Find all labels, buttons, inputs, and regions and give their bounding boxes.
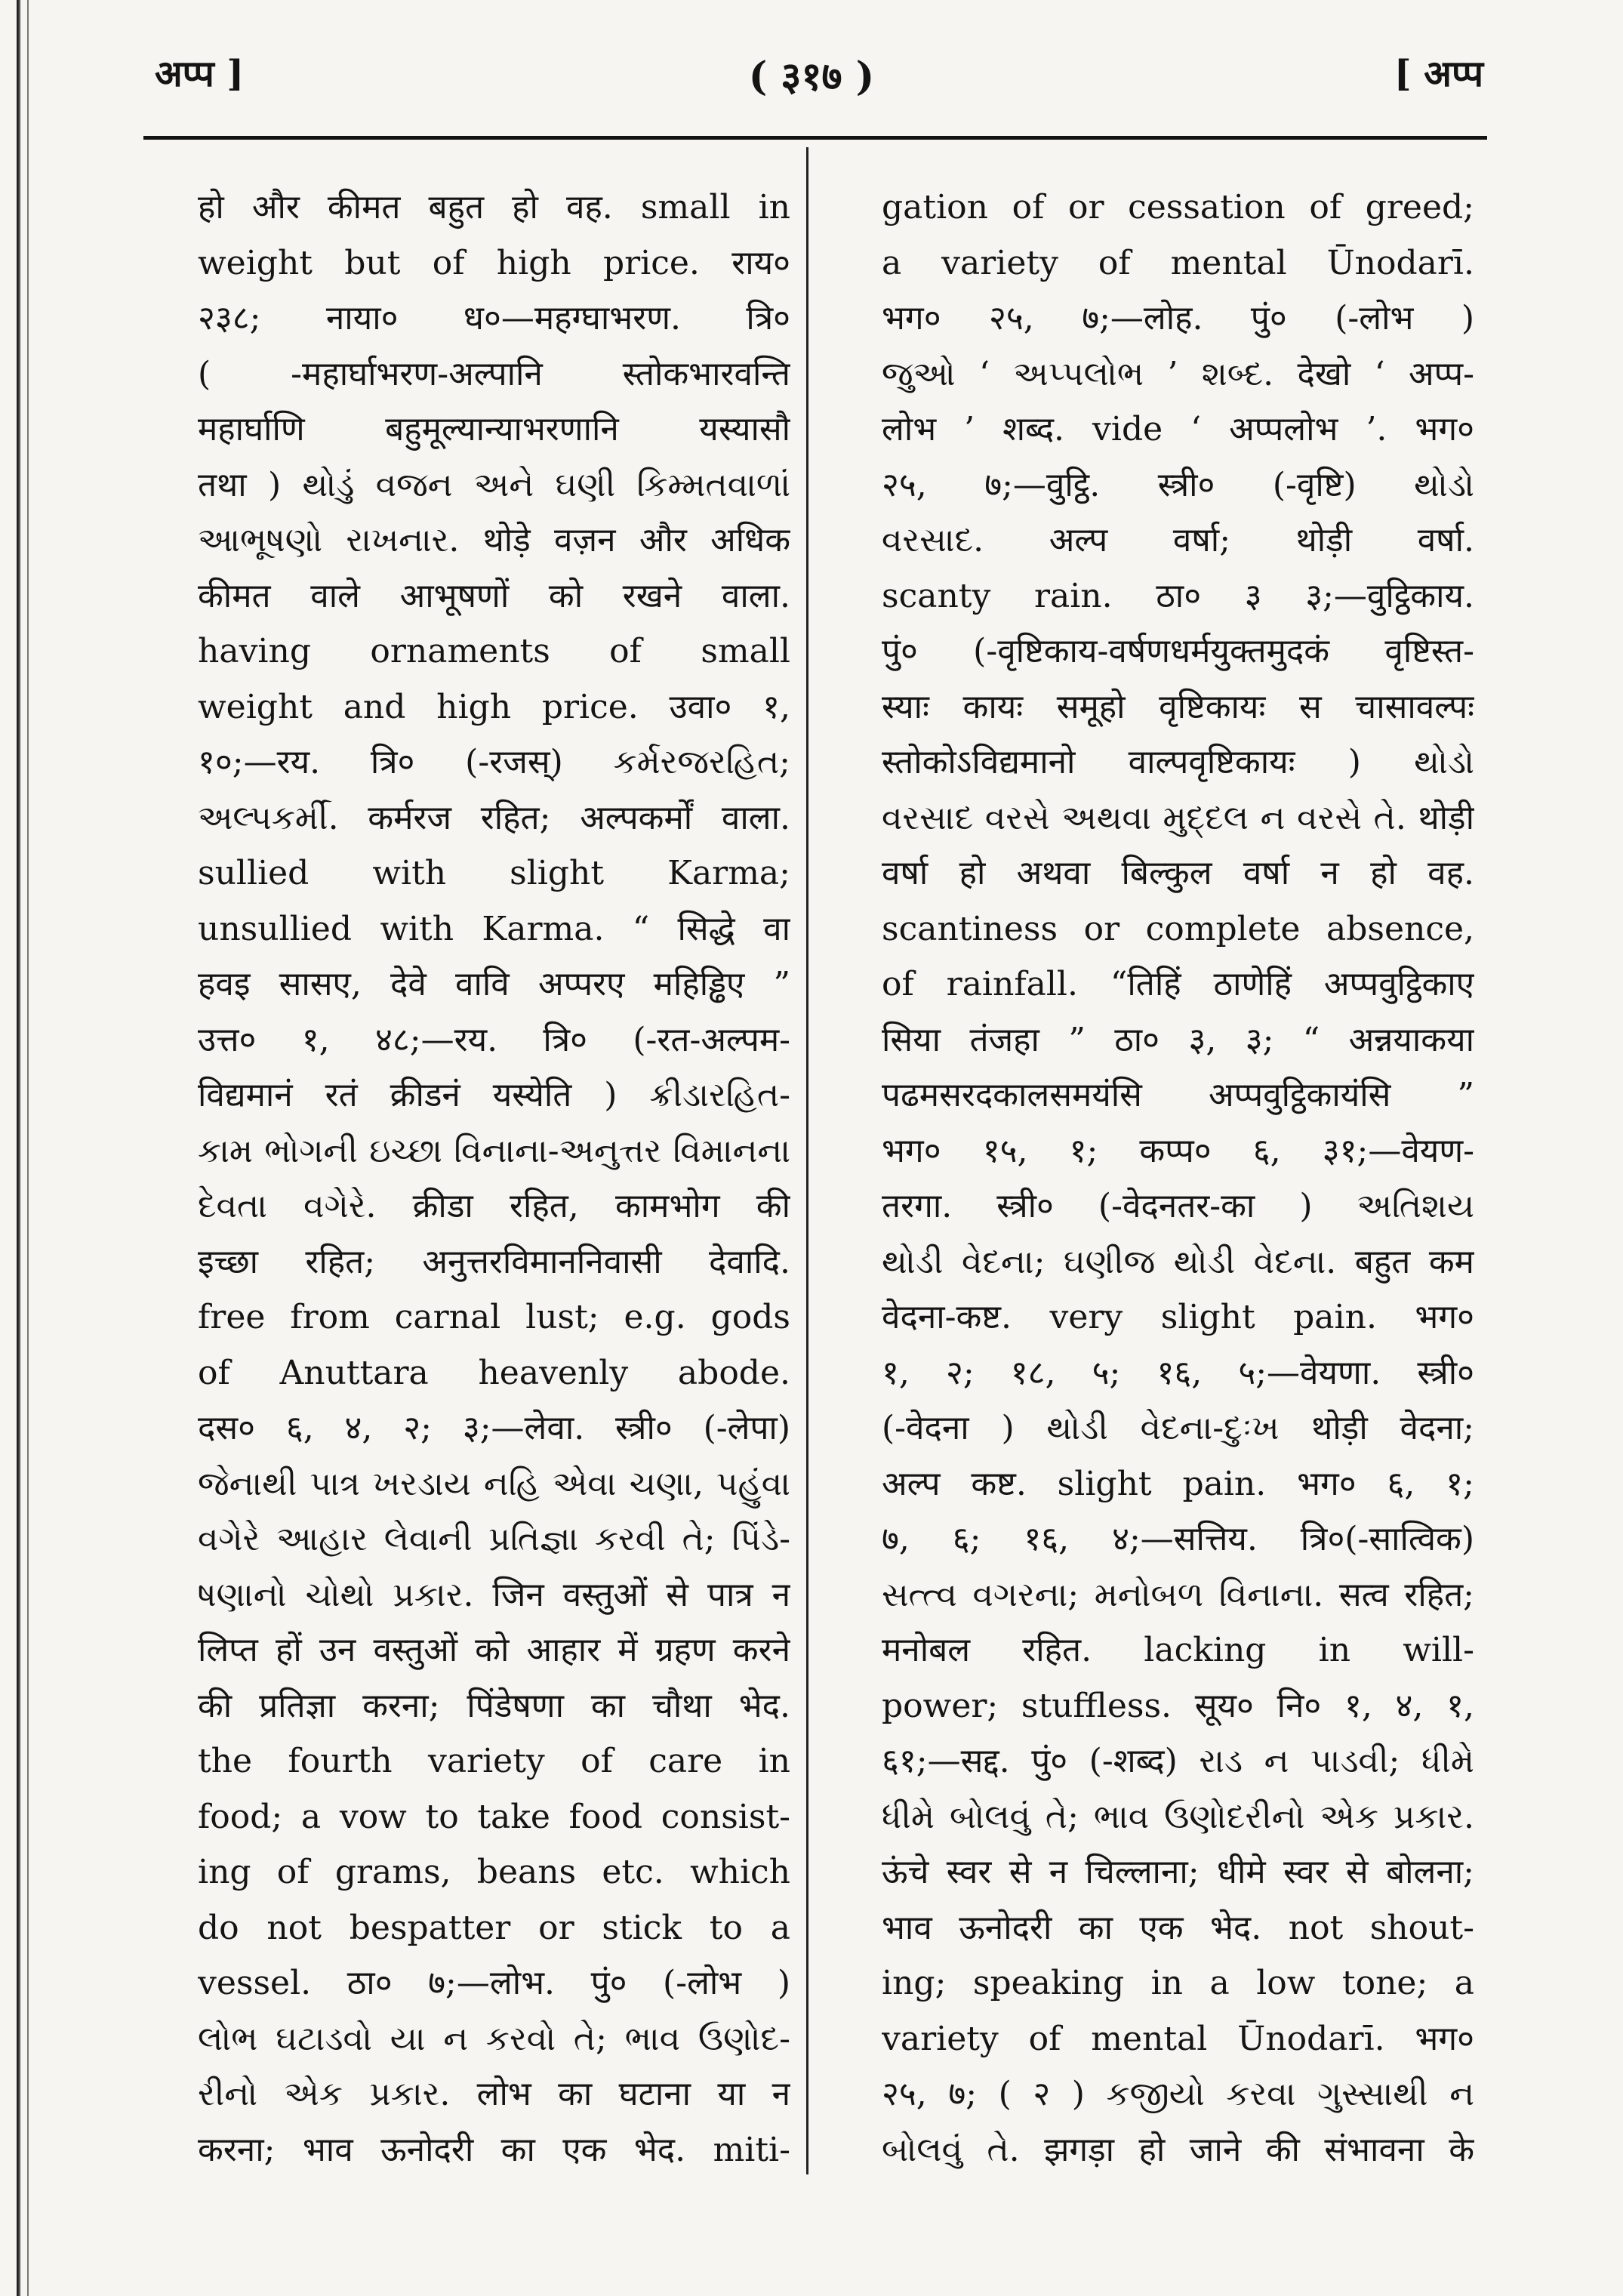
- text-line: vessel. ठा० ७;—लोभ. पुं० (-लोभ ): [198, 1964, 790, 2002]
- text-line: पढमसरदकालसमयंसि अप्पवुट्ठिकायंसि ”: [882, 1076, 1474, 1114]
- text-line: ( -महार्घाभरण-अल्पानि स्तोकभारवन्ति: [198, 354, 790, 393]
- text-line: free from carnal lust; e.g. gods: [198, 1298, 790, 1336]
- text-line: २५, ७; ( २ ) કજીયો કરવા ગુસ્સાથી ન: [882, 2075, 1474, 2113]
- text-line: કામ ભોગની ઇચ્છા વિનાના-અનુત્તર વિમાનના: [198, 1131, 790, 1170]
- text-line: વગેરે આહાર લેવાની પ્રતિજ્ઞા કરવી તે; પિંડે-: [198, 1520, 790, 1558]
- left-column: [198, 180, 790, 2177]
- text-line: power; stuffless. सूय० नि० १, ४, १,: [882, 1686, 1474, 1725]
- text-line: कीमत वाले आभूषणों को रखने वाला.: [198, 576, 790, 615]
- page-number: ( ३१७ ): [748, 54, 875, 100]
- column-divider: [806, 147, 808, 2174]
- text-line: भाव ऊनोदरी का एक भेद. not shout-: [882, 1908, 1474, 1947]
- text-line: हवइ सासए, देवे वावि अप्परए महिड्ढिए ”: [198, 965, 790, 1003]
- text-line: स्तोकोऽविद्यमानो वाल्पवृष्टिकायः ) થોડો: [882, 743, 1474, 781]
- text-line: of rainfall. “तिहिं ठाणेहिं अप्पवुट्ठिकाए: [882, 965, 1474, 1003]
- page-binding-edge: [17, 0, 21, 2296]
- text-line: having ornaments of small: [198, 632, 790, 670]
- text-line: scantiness or complete absence,: [882, 909, 1474, 948]
- text-line: ६१;—सद्द. पुं० (-शब्द) રાડ ન પાડવી; ધીમે: [882, 1742, 1474, 1780]
- text-line: महार्घाणि बहुमूल्यान्याभरणानि यस्यासौ: [198, 410, 790, 448]
- text-line: જેનાથી પાત્ર ખરડાય નહિ એવા ચણા, પહુંવા: [198, 1464, 790, 1503]
- text-line: weight but of high price. राय०: [198, 243, 790, 282]
- text-line: लिप्त हों उन वस्तुओं को आहार में ग्रहण करने: [198, 1631, 790, 1669]
- text-line: २५, ७;—वुट्ठि. स्त्री० (-वृष्टि) થોડો: [882, 465, 1474, 504]
- text-line: જુઓ ‘ અપ્પલોભ ’ શબ્દ. देखो ‘ अप्प-: [882, 354, 1474, 393]
- text-line: इच्छा रहित; अनुत्तरविमाननिवासी देवादि.: [198, 1242, 790, 1281]
- page-header: [0, 39, 1623, 107]
- text-line: सिया तंजहा ” ठा० ३, ३; “ अन्नयाकया: [882, 1020, 1474, 1059]
- text-line: स्याः कायः समूहो वृष्टिकायः स चासावल्पः: [882, 687, 1474, 726]
- text-line: ing; speaking in a low tone; a: [882, 1964, 1474, 2002]
- header-left-keyword: अप्प ]: [155, 53, 245, 95]
- text-line: तरगा. स्त्री० (-वेदनतर-का ) અતિશય: [882, 1187, 1474, 1225]
- text-line: વરસાદ વરસે અથવા મુદ્દલ ન વરસે તે. थोड़ी: [882, 798, 1474, 837]
- text-line: sullied with slight Karma;: [198, 854, 790, 892]
- text-line: लोभ ’ शब्द. vide ‘ अप्पलोभ ’. भग०: [882, 410, 1474, 448]
- text-line: तथा ) થોડું વજન અને ઘણી કિમ્મતવાળાં: [198, 465, 790, 504]
- text-line: variety of mental Ūnodarī. भग०: [882, 2019, 1474, 2058]
- text-line: २३८; नाया० ध०—महग्घाभरण. त्रि०: [198, 299, 790, 337]
- text-line: दस० ६, ४, २; ३;—लेवा. स्त्री० (-लेपा): [198, 1409, 790, 1447]
- text-line: मनोबल रहित. lacking in will-: [882, 1631, 1474, 1669]
- text-line: ing of grams, beans etc. which: [198, 1853, 790, 1891]
- text-line: લોભ ઘટાડવો યા ન કરવો તે; ભાવ ઉણોદ-: [198, 2019, 790, 2058]
- text-line: ષણાનો ચોથો પ્રકાર. जिन वस्तुओं से पात्र न: [198, 1575, 790, 1614]
- text-line: food; a vow to take food consist-: [198, 1797, 790, 1836]
- text-line: (-वेदना ) થોડી વેદના-દુઃખ थोड़ी वेदना;: [882, 1409, 1474, 1447]
- text-line: weight and high price. उवा० १,: [198, 687, 790, 726]
- text-line: वर्षा हो अथवा बिल्कुल वर्षा न हो वह.: [882, 854, 1474, 892]
- text-line: १०;—रय. त्रि० (-रजस्) કર્મરજરહિત;: [198, 743, 790, 781]
- text-line: અલ્પકર્મી. कर्मरज रहित; अल्पकर्मों वाला.: [198, 798, 790, 837]
- text-line: gation of or cessation of greed;: [882, 188, 1474, 227]
- text-line: દેવતા વગેરે. क्रीडा रहित, कामभोग की: [198, 1187, 790, 1225]
- text-line: हो और कीमत बहुत हो वह. small in: [198, 188, 790, 227]
- header-right-keyword: [ अप्प: [1394, 53, 1483, 95]
- text-line: a variety of mental Ūnodarī.: [882, 243, 1474, 282]
- text-line: करना; भाव ऊनोदरी का एक भेद. miti-: [198, 2130, 790, 2169]
- text-line: બોલવું તે. झगड़ा हो जाने की संभावना के: [882, 2130, 1474, 2169]
- text-line: अल्प कष्ट. slight pain. भग० ६, १;: [882, 1464, 1474, 1503]
- text-line: ધીમે બોલવું તે; ભાવ ઉણોદરીનો એક પ્રકાર.: [882, 1797, 1474, 1836]
- text-line: scanty rain. ठा० ३ ३;—वुट्ठिकाय.: [882, 576, 1474, 615]
- text-line: १, २; १८, ५; १६, ५;—वेयणा. स्त्री०: [882, 1353, 1474, 1392]
- header-rule: [143, 136, 1487, 140]
- text-line: unsullied with Karma. “ सिद्धे वा: [198, 909, 790, 948]
- text-line: થોડી વેદના; ઘણીજ થોડી વેદના. बहुत कम: [882, 1242, 1474, 1281]
- text-line: उत्त० १, ४८;—रय. त्रि० (-रत-अल्पम-: [198, 1020, 790, 1059]
- page-binding-line: [27, 0, 29, 2296]
- right-column: [882, 180, 1474, 2177]
- text-line: of Anuttara heavenly abode.: [198, 1353, 790, 1392]
- text-line: આભૂષણો રાખનાર. थोड़े वज़न और अधिक: [198, 521, 790, 559]
- text-line: સત્ત્વ વગરના; મનોબળ વિનાના. सत्व रहित;: [882, 1575, 1474, 1614]
- text-line: वेदना-कष्ट. very slight pain. भग०: [882, 1298, 1474, 1336]
- text-line: की प्रतिज्ञा करना; पिंडेषणा का चौथा भेद.: [198, 1686, 790, 1725]
- text-line: રીનો એક પ્રકાર. लोभ का घटाना या न: [198, 2075, 790, 2113]
- text-line: भग० १५, १; कप्प० ६, ३१;—वेयण-: [882, 1131, 1474, 1170]
- text-line: ७, ६; १६, ४;—सत्तिय. त्रि०(-सात्विक): [882, 1520, 1474, 1558]
- text-line: do not bespatter or stick to a: [198, 1908, 790, 1947]
- text-line: the fourth variety of care in: [198, 1742, 790, 1780]
- text-line: વરસાદ. अल्प वर्षा; थोड़ी वर्षा.: [882, 521, 1474, 559]
- text-line: पुं० (-वृष्टिकाय-वर्षणधर्मयुक्तमुदकं वृष्टिस्त-: [882, 632, 1474, 670]
- text-line: भग० २५, ७;—लोह. पुं० (-लोभ ): [882, 299, 1474, 337]
- text-line: ऊंचे स्वर से न चिल्लाना; धीमे स्वर से बोलना;: [882, 1853, 1474, 1891]
- text-line: विद्यमानं रतं क्रीडनं यस्येति ) ક્રીડારહિત-: [198, 1076, 790, 1114]
